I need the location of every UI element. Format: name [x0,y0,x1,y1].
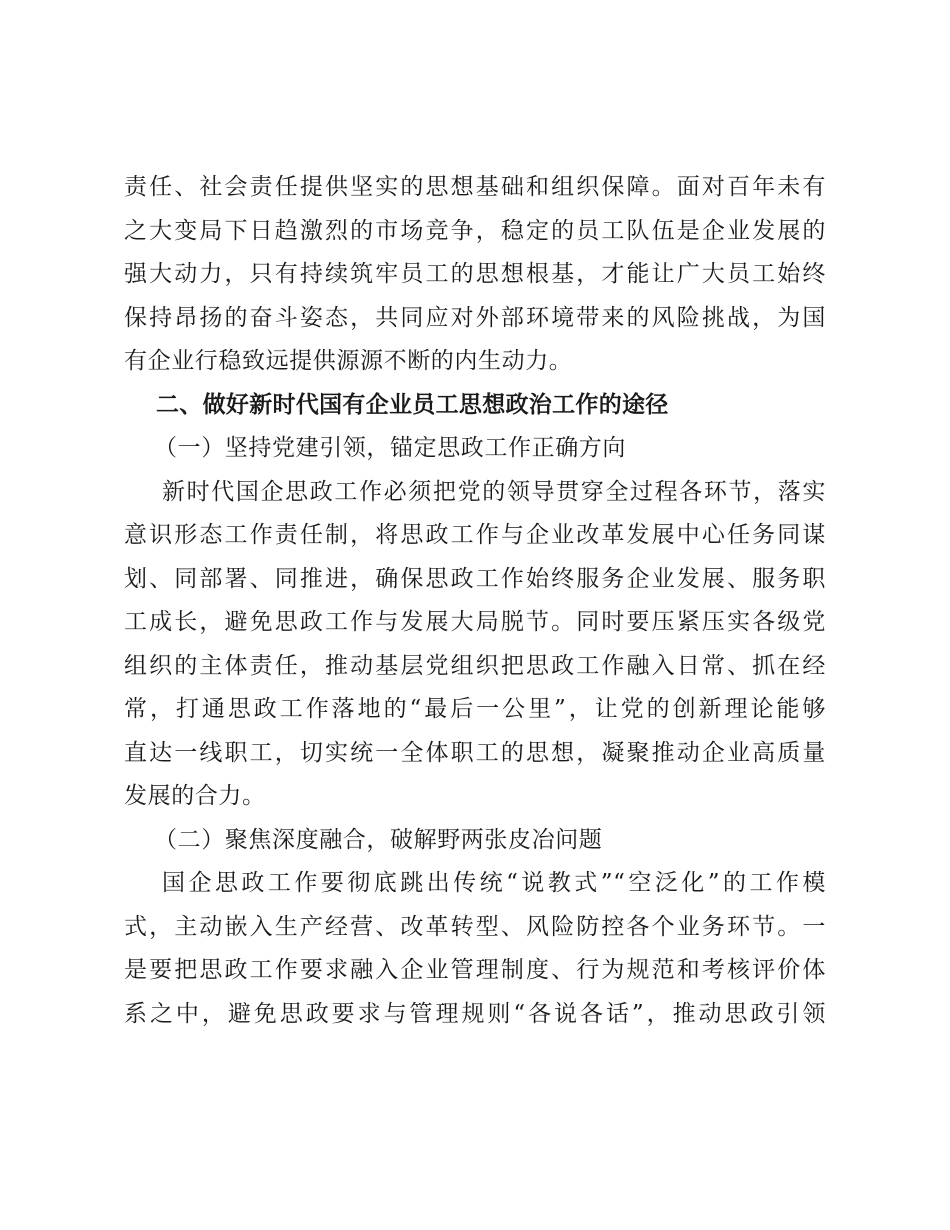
text-line: 国企思政工作要彻底跳出传统“说教式”“空泛化”的工作模 [162,870,826,896]
text-line: 之大变局下日趋激烈的市场竞争，稳定的员工队伍是企业发展的 [124,217,826,244]
subheading-1: （一）坚持党建引领，锚定思政工作正确方向 [154,435,626,461]
document-body [124,166,826,1036]
text-line: 意识形态工作责任制，将思政工作与企业改革发展中心任务同谋 [124,522,826,548]
text-line: 发展的合力。 [124,783,266,809]
text-line: 有企业行稳致远提供源源不断的内生动力。 [124,348,573,374]
subheading-2: （二）聚焦深度融合，破解野两张皮冶问题 [154,826,603,853]
section-heading: 二、做好新时代国有企业员工思想政治工作的途径 [156,391,669,418]
text-line: 责任、社会责任提供坚实的思想基础和组织保障。面对百年未有 [124,174,826,200]
paragraph-1 [124,166,826,384]
text-line: 常，打通思政工作落地的“最后一公里”，让党的创新理论能够 [124,696,826,722]
text-line: 保持昂扬的奋斗姿态，共同应对外部环境带来的风险挑战，为国 [124,304,826,331]
text-line: 系之中，避免思政要求与管理规则“各说各话”，推动思政引领 [124,1000,826,1027]
text-line: 新时代国企思政工作必须把党的领导贯穿全过程各环节，落实 [162,478,826,505]
text-line: 划、同部署、同推进，确保思政工作始终服务企业发展、服务职 [124,565,826,592]
paragraph-3 [124,862,826,1036]
text-line: 式，主动嵌入生产经营、改革转型、风险防控各个业务环节。一 [124,913,826,940]
text-line: 组织的主体责任，推动基层党组织把思政工作融入日常、抓在经 [124,652,826,679]
paragraph-2 [124,471,826,819]
text-line: 直达一线职工，切实统一全体职工的思想，凝聚推动企业高质量 [124,739,826,766]
text-line: 强大动力，只有持续筑牢员工的思想根基，才能让广大员工始终 [124,261,826,287]
text-line: 是要把思政工作要求融入企业管理制度、行为规范和考核评价体 [124,957,826,983]
text-line: 工成长，避免思政工作与发展大局脱节。同时要压紧压实各级党 [124,609,826,635]
